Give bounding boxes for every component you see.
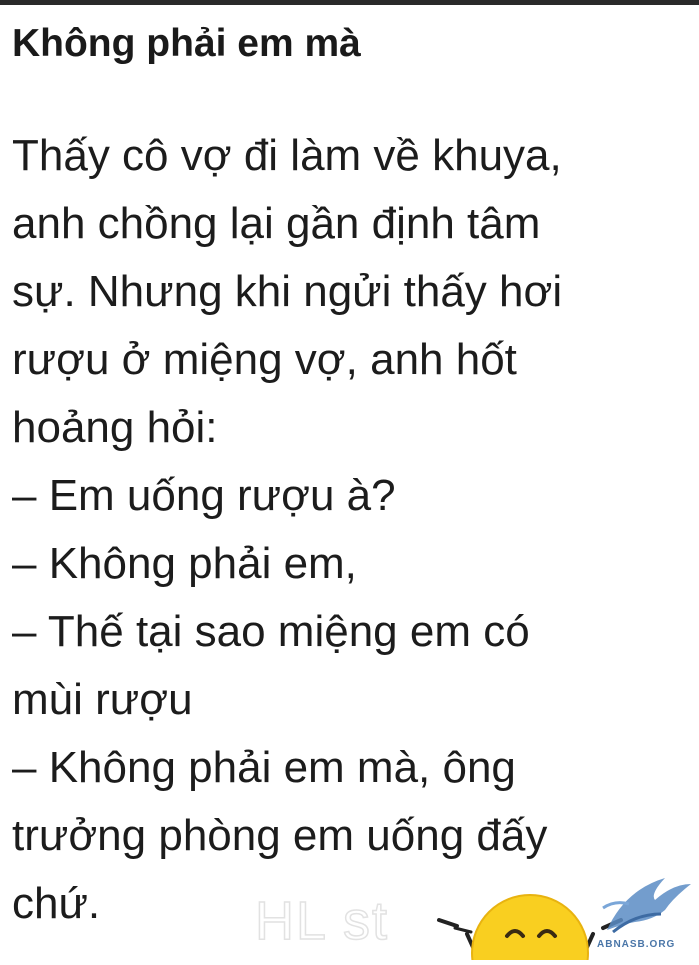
story-line: hoảng hỏi: bbox=[12, 403, 218, 452]
post-title: Không phải em mà bbox=[12, 22, 361, 65]
dialogue-line: – Em uống rượu à? bbox=[12, 471, 396, 520]
dialogue-line: chứ. bbox=[12, 879, 101, 928]
site-logo bbox=[595, 870, 699, 960]
story-line: anh chồng lại gần định tâm bbox=[12, 199, 541, 248]
dialogue-line: – Thế tại sao miệng em có bbox=[12, 607, 530, 656]
watermark-text: HL st bbox=[255, 891, 390, 951]
dialogue-line: mùi rượu bbox=[12, 675, 193, 724]
story-body bbox=[12, 122, 692, 938]
story-line: Thấy cô vợ đi làm về khuya, bbox=[12, 131, 562, 180]
bird-logo-icon bbox=[595, 870, 699, 942]
dialogue-line: trưởng phòng em uống đấy bbox=[12, 811, 548, 860]
dialogue-line: – Không phải em, bbox=[12, 539, 357, 588]
top-border bbox=[0, 0, 699, 5]
story-line: sự. Nhưng khi ngửi thấy hơi bbox=[12, 267, 563, 316]
story-line: rượu ở miệng vợ, anh hốt bbox=[12, 335, 517, 384]
site-watermark-label: ABNASB.ORG bbox=[597, 939, 676, 950]
dialogue-line: – Không phải em mà, ông bbox=[12, 743, 516, 792]
